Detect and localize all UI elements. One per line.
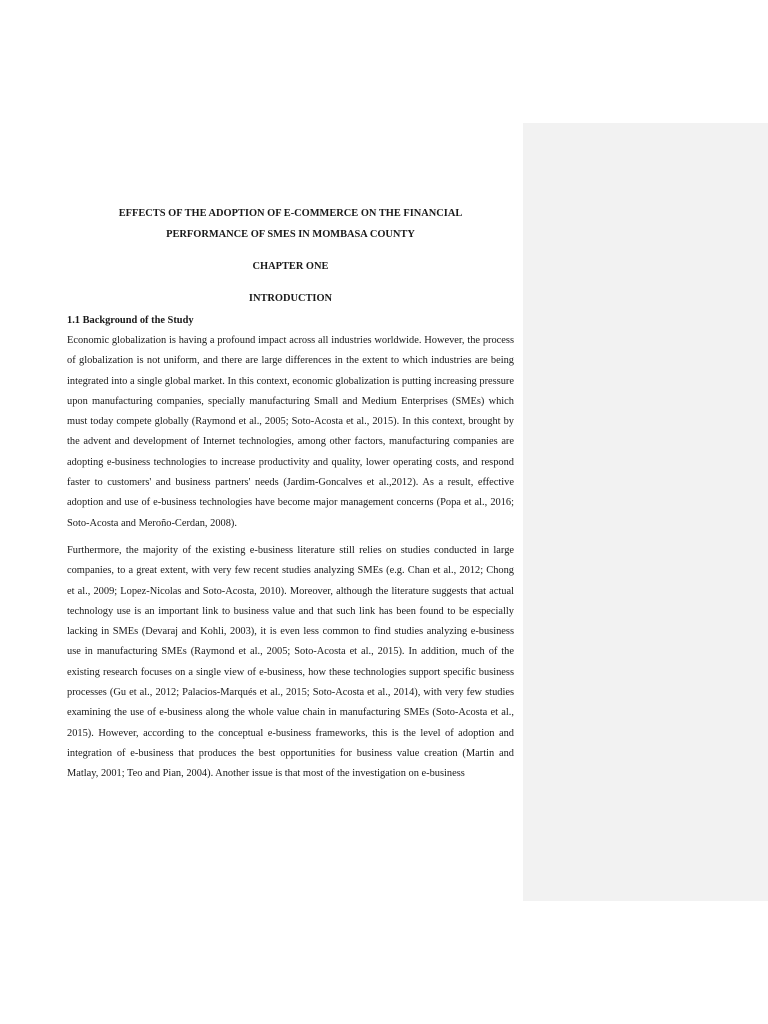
document-body <box>67 203 514 785</box>
introduction-heading: INTRODUCTION <box>248 293 333 304</box>
body-paragraph: Furthermore, the majority of the existing e-business literature still relies on studies conducted in large companies, to a great extent, with very few recent studies analyzing SMEs (e.g. Chan et al., 2012; Chong et al., 2009; Lopez-Nicolas and Soto-Acosta, 2010). Moreover, although the literature suggests that actual technology use is an important link to business value and that such link has been found to be especially lacking in SMEs (Devaraj and Kohli, 2003), it is even less common to find studies analyzing e-business use in manufacturing SMEs (Raymond et al., 2005; Soto-Acosta et al., 2015). In addition, much of the existing research focuses on a single view of e-business, how these technologies support specific business processes (Gu et al., 2012; Palacios-Marqués et al., 2015; Soto-Acosta et al., 2014), with very few studies examining the use of e-business along the whole value chain in manufacturing SMEs (Soto-Acosta et al., 2015). However, according to the conceptual e-business frameworks, this is the level of adoption and integration of e-business that produces the best opportunities for business value creation (Martin and Matlay, 2001; Teo and Pian, 2004). Another issue is that most of the investigation on e-business <box>67 544 514 780</box>
body-paragraph: Economic globalization is having a profound impact across all industries worldwide. However, the process of globalization is not uniform, and there are large differences in the extent to which industries are being integrated into a single global market. In this context, economic globalization is putting increasing pressure upon manufacturing companies, specially manufacturing Small and Medium Enterprises (SMEs) which must today compete globally (Raymond et al., 2005; Soto-Acosta et al., 2015). In this context, brought by the advent and development of Internet technologies, among other factors, manufacturing companies are adopting e-business technologies to increase productivity and quality, lower operating costs, and respond faster to customers' and business partners' needs (Jardim-Goncalves et al.,2012). As a result, effective adoption and use of e-business technologies have become major management concerns (Popa et al., 2016; Soto-Acosta and Meroño-Cerdan, 2008). <box>67 335 514 529</box>
chapter-heading: CHAPTER ONE <box>252 261 329 272</box>
document-title-line-1: EFFECTS OF THE ADOPTION OF E-COMMERCE ON THE FINANCIAL <box>118 208 463 219</box>
document-title-line-2: PERFORMANCE OF SMES IN MOMBASA COUNTY <box>166 229 415 240</box>
comment-margin-pane <box>523 123 768 901</box>
section-heading: 1.1 Background of the Study <box>67 315 194 326</box>
